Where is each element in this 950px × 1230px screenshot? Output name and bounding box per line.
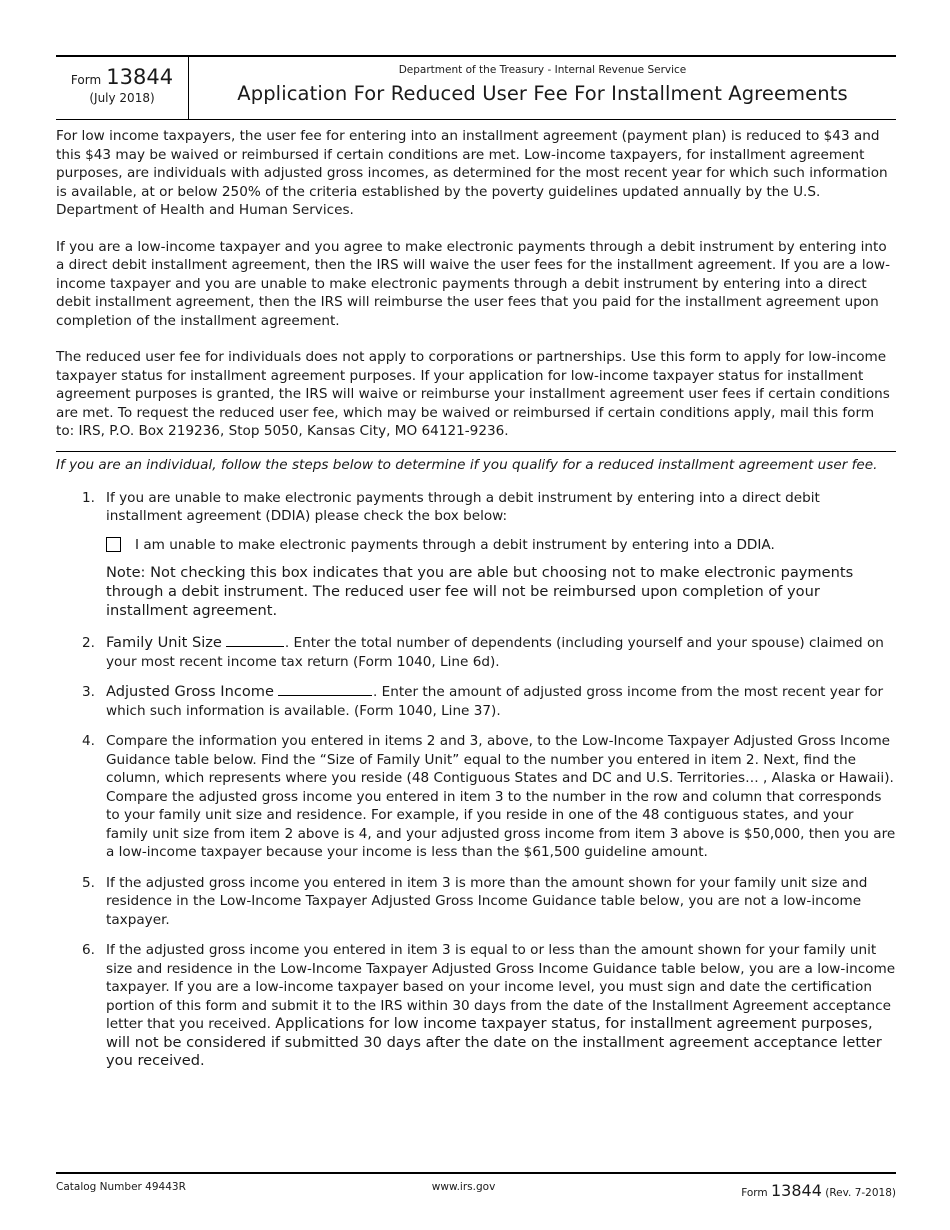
catalog-number: Catalog Number 49443R (56, 1181, 186, 1193)
step-text: If the adjusted gross income you entered in item 3 is equal to or less than the amount shown for your family unit size and residence in the Low-Income Taxpayer Adjusted Gross Income Guidance table below, you are a low-income taxpayer. If you are a low-income taxpayer based on your income level, you must sign and date the certification portion of this form and submit it to the IRS within 30 days from the date of the Installment Agreement acceptance letter that you received. (106, 942, 896, 1032)
step-number: 4. (82, 733, 95, 749)
step-5 (56, 874, 896, 930)
ddia-checkbox[interactable] (106, 537, 121, 552)
step-number: 5. (82, 874, 95, 891)
step-2 (56, 634, 896, 671)
section-divider (56, 451, 896, 452)
form-word: Form (70, 73, 102, 87)
step-text: Compare the information you entered in items 2 and 3, above, to the Low-Income Taxpayer Adjusted Gross Income Guidance table below. Find the “Size of Family Unit” equal to the number you entered in item 2. Next, find the column, which represents where you reside (48 Contiguous States and DC and U.S. Territories… , Alaska or Hawaii). Compare the adjusted gross income you entered in item 3 to the number in the row and column that corresponds to your family unit size and residence. For example, if you reside in one of the 48 contiguous states, and your family unit size from item 2 above is 4, and your adjusted gross income from item 3 above is $50,000, then you are a low-income taxpayer because your income is less than the $61,500 guideline amount. (106, 733, 896, 860)
step-number: 6. (82, 942, 95, 958)
step-number: 3. (82, 684, 95, 700)
family-unit-size-label: Family Unit Size (106, 634, 222, 651)
step-text: If you are unable to make electronic payments through a debit instrument by entering into a direct debit installment agreement (DDIA) please check the box below: (106, 489, 820, 524)
step-number: 2. (82, 635, 95, 651)
agency-name: Department of the Treasury - Internal Revenue Service (398, 64, 687, 76)
intro-paragraph-3: The reduced user fee for individuals does not apply to corporations or partnerships. Use this form to apply for low-income taxpayer status for installment agreement purposes. If your application for low-income taxpayer status for installment agreement purposes is granted, the IRS will waive or reimburse your installment agreement user fees if certain conditions are met. To request the reduced user fee, which may be waived or reimbursed if certain conditions apply, mail this form to: IRS, P.O. Box 219236, Stop 5050, Kansas City, MO 64121-9236. (56, 349, 890, 439)
form-page (56, 55, 896, 1071)
adjusted-gross-income-field[interactable] (278, 694, 372, 696)
step-text-wrap (106, 941, 896, 1071)
website-link[interactable]: www.irs.gov (431, 1181, 496, 1193)
footer-form-id (741, 1181, 896, 1200)
step-1-note: Note: Not checking this box indicates that you are able but choosing not to make electronic payments through a debit instrument. The reduced user fee will not be reimbursed upon completion of your installment agreement. (106, 564, 854, 619)
step-number: 1. (82, 489, 95, 506)
instructions-text: If you are an individual, follow the steps below to determine if you qualify for a reduced installment agreement user fee. (56, 456, 878, 473)
title-block (189, 57, 896, 119)
ddia-checkbox-row[interactable] (106, 536, 896, 555)
step-3 (56, 683, 896, 720)
step-4 (56, 732, 896, 862)
form-footer (56, 1172, 896, 1200)
form-date: (July 2018) (89, 91, 155, 105)
form-number: 13844 (106, 65, 174, 89)
family-unit-size-field[interactable] (226, 645, 284, 647)
form-identifier (56, 57, 189, 119)
step-1 (56, 489, 896, 621)
footer-form-number: 13844 (770, 1181, 822, 1200)
intro-paragraph-2: If you are a low-income taxpayer and you agree to make electronic payments through a debit instrument by entering into a direct debit installment agreement, then the IRS will waive the user fees for the installment agreement. If you are a low-income taxpayer and you are unable to make electronic payments through a debit instrument by entering into a direct debit installment agreement, then the IRS will reimburse the user fees that you paid for the installment agreement upon completion of the installment agreement. (56, 238, 890, 329)
step-text: . Enter the amount of adjusted gross income from the most recent year for which such information is available. (Form 1040, Line 37). (106, 684, 884, 719)
form-header (56, 55, 896, 120)
footer-revision: (Rev. 7-2018) (825, 1187, 896, 1199)
intro-paragraph-1: For low income taxpayers, the user fee for entering into an installment agreement (payment plan) is reduced to $43 and this $43 may be waived or reimbursed if certain conditions are met. Low-income taxpayers, for installment agreement purposes, are individuals with adjusted gross incomes, as determined for the most recent year for which such information is available, at or below 250% of the criteria established by the poverty guidelines updated annually by the U.S. Department of Health and Human Services. (56, 128, 888, 218)
ddia-checkbox-label: I am unable to make electronic payments through a debit instrument by entering into a DDIA. (135, 536, 775, 553)
adjusted-gross-income-label: Adjusted Gross Income (106, 683, 274, 700)
form-title: Application For Reduced User Fee For Installment Agreements (237, 82, 848, 105)
steps-list (56, 489, 896, 1071)
step-text-large: Applications for low income taxpayer status, for installment agreement purposes, will not be considered if submitted 30 days after the date on the installment agreement acceptance letter you received. (106, 1015, 882, 1069)
footer-form-word: Form (741, 1187, 768, 1199)
step-6 (56, 941, 896, 1071)
step-text: . Enter the total number of dependents (including yourself and your spouse) claimed on your most recent income tax return (Form 1040, Line 6d). (106, 635, 884, 670)
step-text: If the adjusted gross income you entered in item 3 is more than the amount shown for your family unit size and residence in the Low-Income Taxpayer Adjusted Gross Income Guidance table below, you are not a low-income taxpayer. (106, 874, 868, 928)
